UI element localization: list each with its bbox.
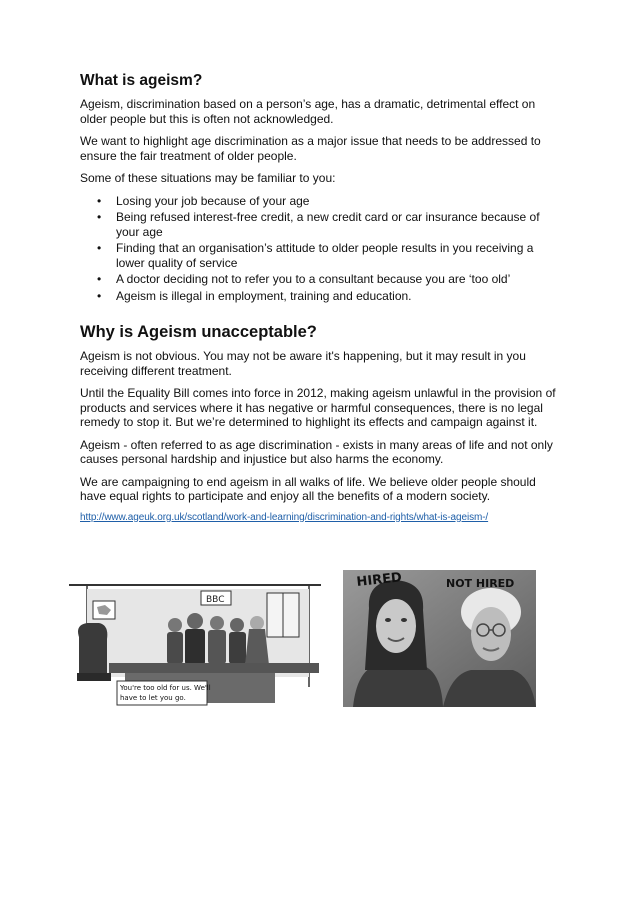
source-link[interactable]: http://www.ageuk.org.uk/scotland/work-and-learning/discrimination-and-rights/what-is-ageism-/	[80, 511, 489, 523]
paragraph: Ageism, discrimination based on a person’s age, has a dramatic, detrimental effect on older people but this is often not acknowledged.	[80, 97, 536, 126]
list-item: • Finding that an organisation’s attitude to older people results in you receiving a lower quality of service	[116, 241, 562, 270]
paragraph: We are campaigning to end ageism in all walks of life. We believe older people should have equal rights to participate and enjoy all the benefits of a modern society.	[80, 474, 536, 503]
office-sign-text: BBC	[206, 595, 225, 605]
situations-list	[80, 194, 562, 304]
paragraph: Ageism is not obvious. You may not be aware it's happening, but it may result in you receiving different treatment.	[80, 349, 526, 378]
list-item: • Losing your job because of your age	[116, 194, 562, 209]
hired-not-hired-photo	[343, 570, 536, 707]
document-body	[80, 72, 562, 523]
hired-label: HIRED	[355, 570, 403, 590]
paragraph: Some of these situations may be familiar to you:	[80, 171, 336, 185]
paragraph: Ageism - often referred to as age discrimination - exists in many areas of life and not only causes personal hardship and injustice but also harms the economy.	[80, 437, 553, 466]
list-item: • Being refused interest-free credit, a new credit card or car insurance because of your age	[116, 210, 562, 239]
list-item: • A doctor deciding not to refer you to a consultant because you are ‘too old’	[116, 272, 562, 287]
cartoon-caption-line1: You're too old for us. We'll	[120, 684, 211, 692]
section-heading-what-is-ageism: What is ageism?	[80, 72, 203, 89]
not-hired-label: NOT HIRED	[446, 577, 515, 590]
paragraph: We want to highlight age discrimination as a major issue that needs to be addressed to ensure the fair treatment of older people.	[80, 134, 541, 163]
section-heading-why-unacceptable: Why is Ageism unacceptable?	[80, 323, 317, 341]
cartoon-caption-line2: have to let you go.	[120, 694, 186, 702]
paragraph: Until the Equality Bill comes into force in 2012, making ageism unlawful in the provision of products and services where it has negative or harmful consequences, there is no legal remedy to stop it. But we’re determined to highlight its effects and campaign against it.	[80, 386, 556, 429]
list-item: • Ageism is illegal in employment, training and education.	[116, 289, 562, 304]
office-cartoon-image	[69, 577, 321, 707]
